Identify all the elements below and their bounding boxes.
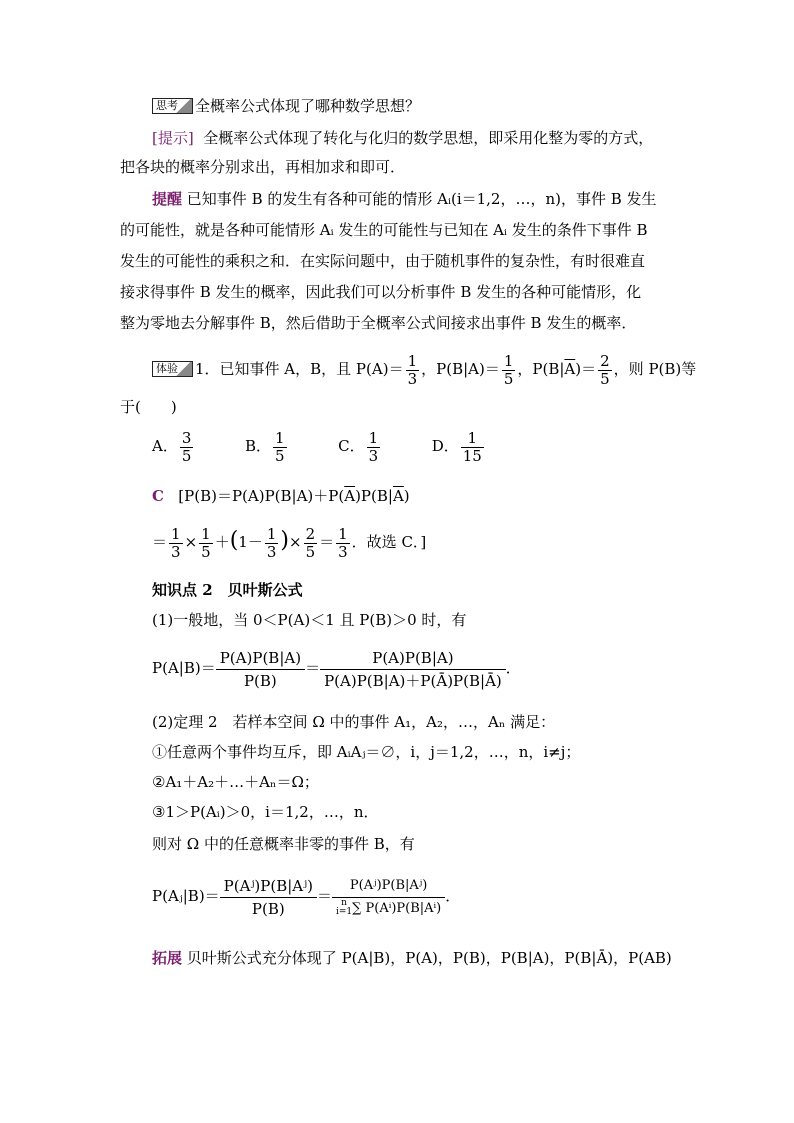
option-b-label: B． (244, 437, 271, 455)
fraction-3-num: 2 (600, 351, 610, 370)
sum-limits (336, 899, 352, 917)
option-c-num: 1 (368, 428, 379, 447)
formula-2: P(Aⱼ|B)＝ $\frac{\text{P(Aʲ)P(B|Aʲ)}}{P(B)}$ ＝ P(Aʲ)P(B|Aʲ) n i=1 ∑ P(Aⁱ)P(B|Aⁱ) ． (152, 876, 461, 918)
formula-2-left: P(Aⱼ|B)＝ (152, 887, 220, 905)
solution-eq-sign: ＝ (152, 533, 168, 551)
hint-text-1: 全概率公式体现了转化与化归的数学思想，即采用化整为零的方式， (203, 129, 654, 147)
condition-2: ②A₁＋A₂＋…＋Aₙ＝Ω； (152, 773, 319, 791)
formula-2-frac-b (332, 875, 445, 920)
solution-end: ．故选 C．] (351, 533, 427, 551)
exercise-stem-b: ，P(B|A)＝ (421, 360, 500, 378)
sol-frac-2-num: 1 (201, 524, 211, 543)
section-p1: (1)一般地，当 0＜P(A)＜1 且 P(B)＞0 时，有 (152, 611, 467, 629)
hint-line-2: 把各块的概率分别求出，再相加求和即可． (120, 158, 406, 176)
sol-frac-1-num: 1 (171, 524, 181, 543)
remind-line-5: 整为零地去分解事件 B，然后借助于全概率公式间接求出事件 B 发生的概率． (120, 314, 637, 332)
option-a-den: 5 (181, 446, 192, 465)
option-b-frac (273, 430, 287, 465)
remind-label: 提醒 (152, 190, 183, 208)
section-p3: 则对 Ω 中的任意概率非零的事件 B，有 (152, 835, 415, 853)
remind-text-1: 已知事件 B 的发生有各种可能的情形 Aᵢ(i＝1,2，…，n)，事件 B 发生 (186, 190, 657, 208)
formula-2-num: P(Aʲ)P(B|Aʲ) (220, 875, 317, 898)
option-c[interactable] (338, 428, 382, 465)
solution-line-1 (152, 486, 410, 506)
formula-1-num2: P(A)P(B|A) (320, 647, 506, 670)
section-title: 知识点 2 贝叶斯公式 (152, 581, 303, 599)
option-b-num: 1 (274, 428, 285, 447)
sol-frac-3-num: 1 (266, 524, 277, 543)
think-question-text: 全概率公式体现了哪种数学思想？ (195, 97, 421, 115)
solution-part-1d: $\overline{A}$ (392, 487, 404, 505)
remind-line-2: 的可能性，就是各种可能情形 Aᵢ 发生的可能性与已知在 Aᵢ 发生的条件下事件 B (120, 221, 648, 239)
solution-part-1b: $\overline{A}$ (344, 487, 356, 505)
fraction-1 (406, 353, 420, 388)
extension-label: 拓展 (152, 949, 183, 967)
fraction-2-den: 5 (503, 369, 514, 388)
remind-line-3: 发生的可能性的乘积之和．在实际问题中，由于随机事件的复杂性，有时很难直 (120, 252, 646, 270)
option-d-den: 15 (462, 446, 482, 465)
exercise-stem-d: )＝ (575, 360, 597, 378)
fraction-2 (502, 353, 516, 388)
option-c-frac (367, 430, 381, 465)
think-question (152, 96, 420, 116)
solution-line-2: ＝ $\frac{1}{3}$ × $\frac{1}{5}$ ＋(1－ $\frac{1}{3}$ )× $\frac{2}{5}$ ＝ $\frac{1}{3}$ ．故选 C．] (152, 524, 427, 561)
formula-1-frac-a (216, 647, 305, 692)
think-tag: 思考 (152, 98, 193, 114)
extension-text: 贝叶斯公式充分体现了 P(A|B)，P(A)，P(B)，P(B|A)，P(B|Ā)，P(AB) (186, 949, 672, 967)
formula-1: P(A|B)＝ $\frac{P(A)P(B|A)}{P(B)}$ ＝ $\frac{P(A)P(B|A)}{P(A)P(B|A)+P(Ā)P(B|Ā)}$ ． (152, 648, 521, 690)
sol-frac-2 (199, 526, 213, 561)
formula-2-num2: P(Aʲ)P(B|Aʲ) (332, 875, 445, 898)
sol-frac-5-den: 3 (338, 542, 348, 561)
fraction-1-den: 3 (407, 369, 418, 388)
formula-2-frac-a (220, 875, 317, 920)
formula-1-den: P(B) (243, 671, 277, 690)
sol-frac-5-num: 1 (338, 524, 348, 543)
exercise-stem-c: ，P(B| (517, 360, 565, 378)
formula-1-frac-b (320, 647, 506, 692)
sol-frac-5 (336, 526, 350, 561)
remind-line-4: 接求得事件 B 发生的概率，因此我们可以分析事件 B 发生的各种可能情形，化 (120, 283, 642, 301)
hint-line-1 (152, 128, 653, 148)
fraction-3-den: 5 (600, 369, 610, 388)
option-a-label: A． (152, 437, 178, 455)
remind-line-1 (152, 189, 657, 209)
exercise-stem-a: 1．已知事件 A，B，且 P(A)＝ (195, 360, 404, 378)
exercise-stem-e: ，则 P(B)等 (613, 360, 697, 378)
fraction-1-num: 1 (407, 351, 418, 370)
sum-bottom: i=1 (335, 907, 353, 917)
sum-top: n (341, 898, 347, 908)
exercise-tag: 体验 (152, 361, 193, 377)
option-b[interactable] (244, 428, 289, 465)
right-paren: ) (280, 528, 289, 553)
option-c-label: C． (338, 437, 365, 455)
condition-1: ①任意两个事件均互斥，即 AᵢAⱼ＝∅，i，j＝1,2，…，n，i≠j； (152, 743, 581, 761)
option-d-label: D． (431, 437, 459, 455)
answer-letter: C (152, 487, 164, 505)
option-a[interactable] (152, 428, 195, 465)
sol-frac-3-den: 3 (266, 542, 277, 561)
solution-part-1c: )P(B| (355, 487, 393, 505)
exercise-stem-end: 于( ) (120, 398, 177, 416)
section-p2: (2)定理 2 若样本空间 Ω 中的事件 A₁，A₂，…，Aₙ 满足： (152, 713, 556, 731)
sol-frac-3 (265, 526, 279, 561)
sol-frac-1-den: 3 (171, 542, 181, 561)
sol-frac-1 (169, 526, 183, 561)
formula-1-left: P(A|B)＝ (152, 659, 216, 677)
sol-frac-4 (304, 526, 318, 561)
solution-part-1: [P(B)＝P(A)P(B|A)＋P( (178, 487, 345, 505)
option-d[interactable] (431, 428, 486, 465)
hint-label: [提示] (152, 129, 194, 147)
option-c-den: 3 (368, 446, 379, 465)
formula-2-eq: ＝ (316, 887, 332, 905)
sol-frac-4-num: 2 (305, 524, 316, 543)
formula-1-eq: ＝ (305, 659, 321, 677)
sol-frac-4-den: 5 (305, 542, 316, 561)
formula-1-den2: P(A)P(B|A)＋P(Ā)P(B|Ā) (324, 671, 502, 690)
formula-2-den2: ∑ P(Aⁱ)P(B|Aⁱ) (352, 900, 442, 916)
options-row (152, 428, 486, 465)
option-d-frac (461, 430, 484, 465)
left-paren: ( (229, 528, 239, 553)
option-a-num: 3 (181, 428, 192, 447)
exercise-stem-c2: $\overline{A}$ (564, 360, 576, 378)
formula-2-den2-wrap (332, 898, 445, 920)
option-b-den: 5 (274, 446, 285, 465)
extension-line (152, 948, 672, 968)
option-d-num: 1 (461, 430, 484, 448)
fraction-2-num: 1 (503, 351, 514, 370)
fraction-3 (598, 353, 612, 388)
formula-1-num: P(A)P(B|A) (216, 647, 305, 670)
solution-part-1e: ) (403, 487, 410, 505)
formula-2-den: P(B) (251, 899, 285, 918)
sol-frac-2-den: 5 (201, 542, 211, 561)
option-a-frac (180, 430, 194, 465)
exercise-stem (152, 352, 696, 388)
condition-3: ③1＞P(Aᵢ)＞0，i＝1,2，…，n． (152, 803, 379, 821)
